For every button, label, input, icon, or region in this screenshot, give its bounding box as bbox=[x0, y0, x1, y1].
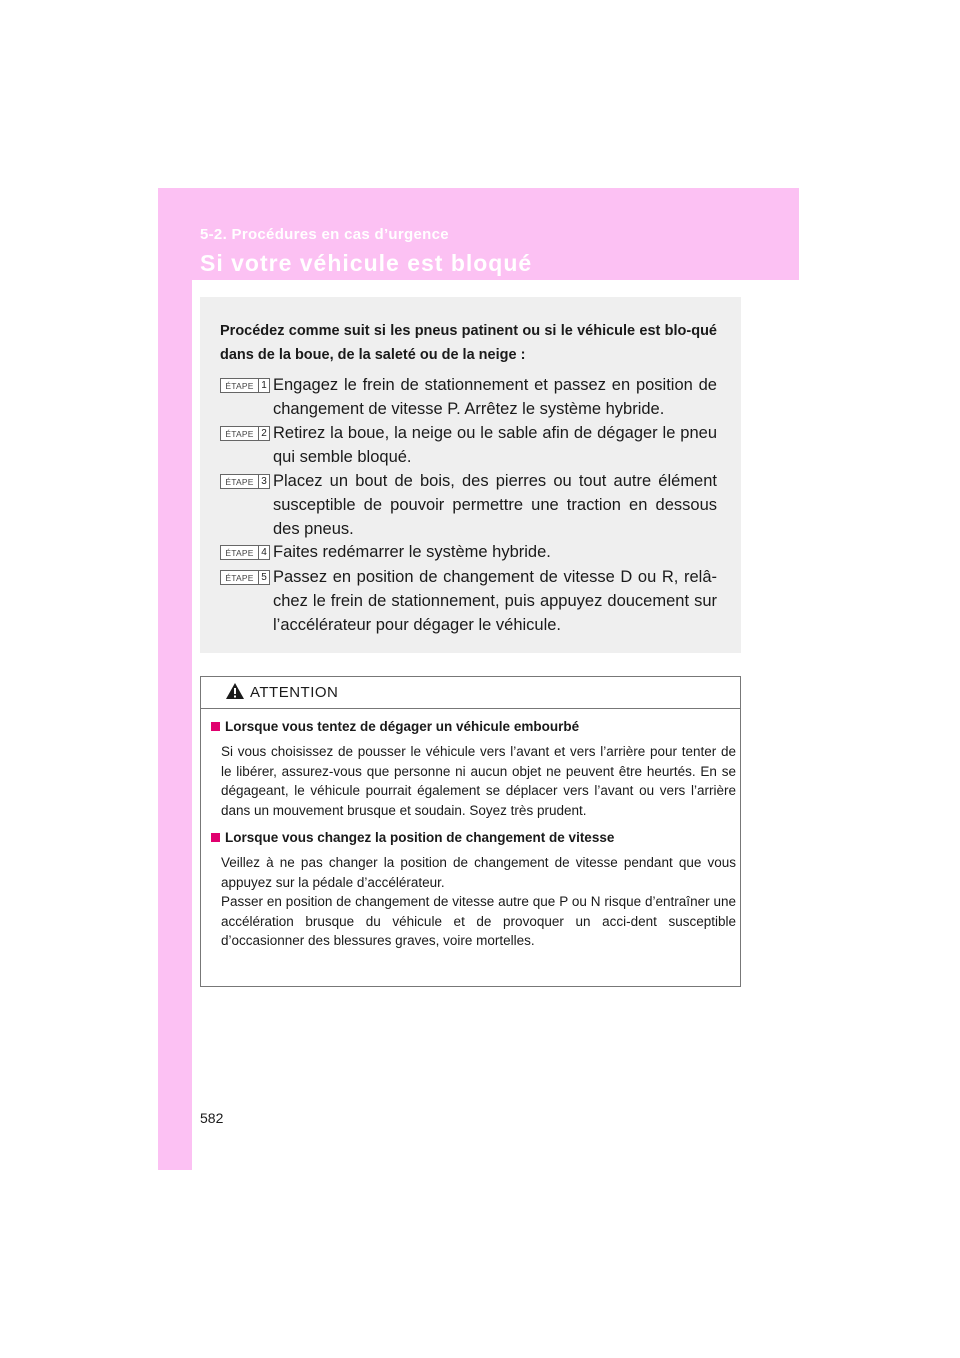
step-number: 2 bbox=[258, 427, 269, 440]
step-number: 1 bbox=[258, 379, 269, 392]
square-bullet-icon bbox=[211, 833, 220, 842]
step-number: 3 bbox=[258, 475, 269, 488]
step-4 bbox=[220, 540, 717, 564]
section-label: 5-2. Procédures en cas d’urgence bbox=[200, 226, 449, 243]
steps-box bbox=[200, 297, 741, 653]
square-bullet-icon bbox=[211, 722, 220, 731]
attention-paragraph: Passer en position de changement de vitesse autre que P ou N risque d’entraîner une accélération brusque du véhicule et de provoquer un acci-dent susceptible d’occasionner des blessures graves, voire mortelles. bbox=[221, 894, 736, 948]
step-badge bbox=[220, 474, 270, 489]
page-number: 582 bbox=[200, 1110, 224, 1126]
attention-paragraph: Si vous choisissez de pousser le véhicule vers l’avant et vers l’arrière pour tenter de le libérer, assurez-vous que personne ni aucun objet ne peuvent être heurtés. En se dégageant, le véhicule pourrait également se déplacer vers l’avant ou vers l’arrière dans un mouvement brusque et soudain. Soyez très prudent. bbox=[221, 744, 736, 818]
step-text: Placez un bout de bois, des pierres ou tout autre élément susceptible de pouvoir permettre une traction en dessous des pneus. bbox=[273, 472, 717, 538]
attention-heading bbox=[211, 717, 736, 737]
step-text: Engagez le frein de stationnement et passez en position de changement de vitesse P. Arrêtez le système hybride. bbox=[273, 376, 717, 418]
step-number: 5 bbox=[258, 571, 269, 584]
step-5 bbox=[220, 565, 717, 637]
step-word: ÉTAPE bbox=[225, 380, 254, 391]
step-word: ÉTAPE bbox=[225, 428, 254, 439]
step-badge bbox=[220, 545, 270, 560]
step-2 bbox=[220, 421, 717, 469]
attention-body bbox=[211, 717, 736, 951]
step-badge bbox=[220, 426, 270, 441]
attention-heading bbox=[211, 828, 736, 848]
step-1 bbox=[220, 373, 717, 421]
step-word: ÉTAPE bbox=[225, 547, 254, 558]
steps-intro: Procédez comme suit si les pneus patinent ou si le véhicule est blo-qué dans de la boue, de la saleté ou de la neige : bbox=[220, 323, 717, 363]
step-number: 4 bbox=[258, 546, 269, 559]
page-title: Si votre véhicule est bloqué bbox=[200, 250, 533, 276]
step-badge bbox=[220, 570, 270, 585]
attention-title: ATTENTION bbox=[250, 684, 339, 701]
step-3 bbox=[220, 469, 717, 541]
step-word: ÉTAPE bbox=[225, 572, 254, 583]
attention-header bbox=[201, 677, 740, 709]
step-badge bbox=[220, 378, 270, 393]
side-tab-bar bbox=[158, 188, 192, 1170]
step-text: Faites redémarrer le système hybride. bbox=[273, 543, 551, 561]
attention-paragraph: Veillez à ne pas changer la position de changement de vitesse pendant que vous appuyez sur la pédale d’accélérateur. bbox=[221, 855, 736, 890]
step-text: Passez en position de changement de vitesse D ou R, relâ-chez le frein de stationnement, puis appuyez doucement sur l’accélérateur pour dégager le véhicule. bbox=[273, 568, 717, 634]
warning-icon bbox=[225, 682, 245, 700]
step-text: Retirez la boue, la neige ou le sable afin de dégager le pneu qui semble bloqué. bbox=[273, 424, 717, 466]
attention-heading-text: Lorsque vous tentez de dégager un véhicule embourbé bbox=[225, 719, 580, 734]
step-word: ÉTAPE bbox=[225, 476, 254, 487]
attention-heading-text: Lorsque vous changez la position de changement de vitesse bbox=[225, 830, 615, 845]
attention-box bbox=[200, 676, 741, 987]
